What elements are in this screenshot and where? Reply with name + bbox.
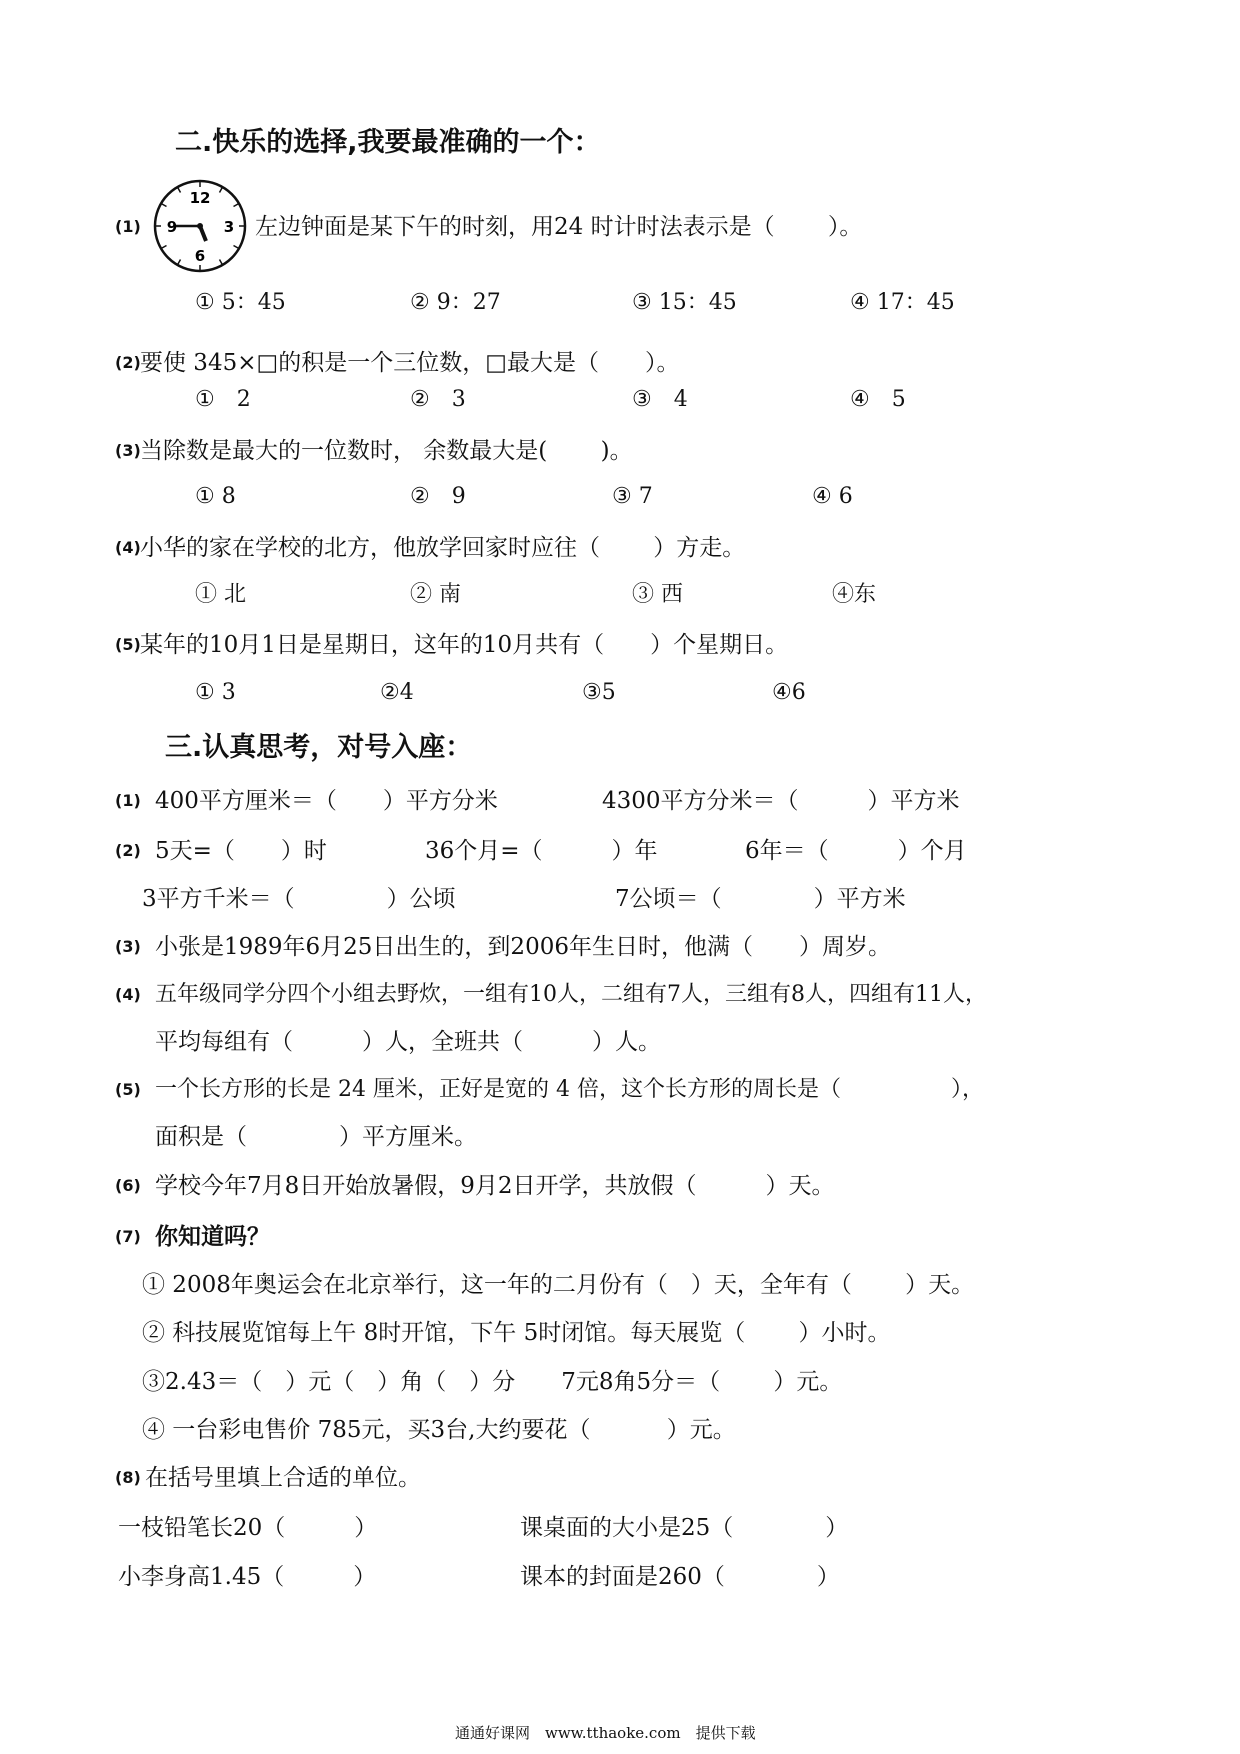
question-text: 小华的家在学校的北方，他放学回家时应往（ ）方走。: [140, 535, 746, 561]
question-text: 五年级同学分四个小组去野炊，一组有10人，二组有7人，三组有8人，四组有11人，: [155, 982, 987, 1007]
question-text: 6年＝（ ）个月: [745, 838, 967, 864]
clock-label-3: 3: [223, 218, 235, 236]
option-4: ④东: [832, 582, 877, 607]
fill-item: 小李身高1.45（ ）: [118, 1564, 377, 1590]
question-title: 在括号里填上合适的单位。: [145, 1465, 421, 1491]
question-text: 36个月=（ ）年: [425, 838, 658, 864]
option-4: ④6: [772, 680, 806, 705]
option-2: ②4: [380, 680, 414, 705]
sub-question: ① 2008年奥运会在北京举行，这一年的二月份有（ ）天，全年有（ ）天。: [142, 1272, 975, 1298]
section-2-heading: 二.快乐的选择,我要最准确的一个：: [175, 127, 601, 158]
sub-question: ④ 一台彩电售价 785元，买3台,大约要花（ ）元。: [142, 1417, 736, 1443]
question-text: 当除数是最大的一位数时， 余数最大是( )。: [140, 438, 633, 464]
option-1: ① 3: [195, 680, 236, 705]
clock-label-9: 9: [166, 218, 178, 236]
option-3: ③ 7: [612, 484, 653, 509]
question-number: (1): [115, 217, 141, 236]
question-number: (3): [115, 937, 141, 956]
question-text: 要使 345×□的积是一个三位数，□最大是（ ）。: [140, 350, 680, 376]
option-4: ④ 5: [850, 387, 906, 412]
fill-item: 课桌面的大小是25（ ）: [520, 1515, 849, 1541]
fill-item: 一枝铅笔长20（ ）: [118, 1515, 378, 1541]
question-text: 4300平方分米＝（ ）平方米: [602, 788, 960, 814]
option-3: ③ 4: [632, 387, 688, 412]
option-4: ④ 17：45: [850, 290, 955, 315]
option-1: ① 5：45: [195, 290, 286, 315]
question-text: 面积是（ ）平方厘米。: [155, 1124, 477, 1150]
question-number: (3): [115, 441, 141, 460]
question-number: (7): [115, 1227, 141, 1246]
question-text: 平均每组有（ ）人，全班共（ ）人。: [155, 1029, 661, 1055]
option-1: ① 2: [195, 387, 251, 412]
option-1: ① 8: [195, 484, 236, 509]
question-number: (2): [115, 353, 141, 372]
option-2: ② 南: [410, 582, 461, 607]
question-text: 某年的10月1日是星期日，这年的10月共有（ ）个星期日。: [140, 632, 789, 658]
option-3: ③ 15：45: [632, 290, 737, 315]
question-text: 7公顷＝（ ）平方米: [615, 886, 906, 912]
clock-label-12: 12: [189, 189, 211, 207]
question-text: 一个长方形的长是 24 厘米，正好是宽的 4 倍，这个长方形的周长是（ ），: [155, 1077, 984, 1102]
option-3: ③ 西: [632, 582, 683, 607]
question-text: 左边钟面是某下午的时刻，用24 时计时法表示是（ ）。: [255, 214, 863, 240]
sub-question: ③2.43＝（ ）元（ ）角（ ）分 7元8角5分＝（ ）元。: [142, 1369, 843, 1395]
option-2: ② 9：27: [410, 290, 501, 315]
clock-face-icon: [152, 178, 248, 274]
clock-label-6: 6: [194, 247, 206, 265]
section-3-heading: 三.认真思考，对号入座：: [165, 732, 473, 763]
question-text: 小张是1989年6月25日出生的，到2006年生日时，他满（ ）周岁。: [155, 934, 891, 960]
question-text: 5天=（ ）时: [155, 838, 327, 864]
question-number: (4): [115, 985, 141, 1004]
question-text: 3平方千米＝（ ）公顷: [142, 886, 456, 912]
fill-item: 课本的封面是260（ ）: [520, 1564, 840, 1590]
sub-question: ② 科技展览馆每上午 8时开馆，下午 5时闭馆。每天展览（ ）小时。: [142, 1320, 891, 1346]
option-2: ② 3: [410, 387, 466, 412]
question-number: (1): [115, 791, 141, 810]
question-number: (5): [115, 635, 141, 654]
question-number: (5): [115, 1080, 141, 1099]
option-1: ① 北: [195, 582, 246, 607]
question-number: (6): [115, 1176, 141, 1195]
question-number: (4): [115, 538, 141, 557]
option-3: ③5: [582, 680, 616, 705]
question-number: (8): [115, 1468, 141, 1487]
footer-source: 通通好课网 www.tthaoke.com 提供下载: [455, 1724, 756, 1742]
question-number: (2): [115, 841, 141, 860]
question-text: 400平方厘米＝（ ）平方分米: [155, 788, 498, 814]
question-title: 你知道吗？: [155, 1224, 270, 1250]
option-2: ② 9: [410, 484, 466, 509]
question-text: 学校今年7月8日开始放暑假，9月2日开学，共放假（ ）天。: [155, 1173, 835, 1199]
option-4: ④ 6: [812, 484, 853, 509]
